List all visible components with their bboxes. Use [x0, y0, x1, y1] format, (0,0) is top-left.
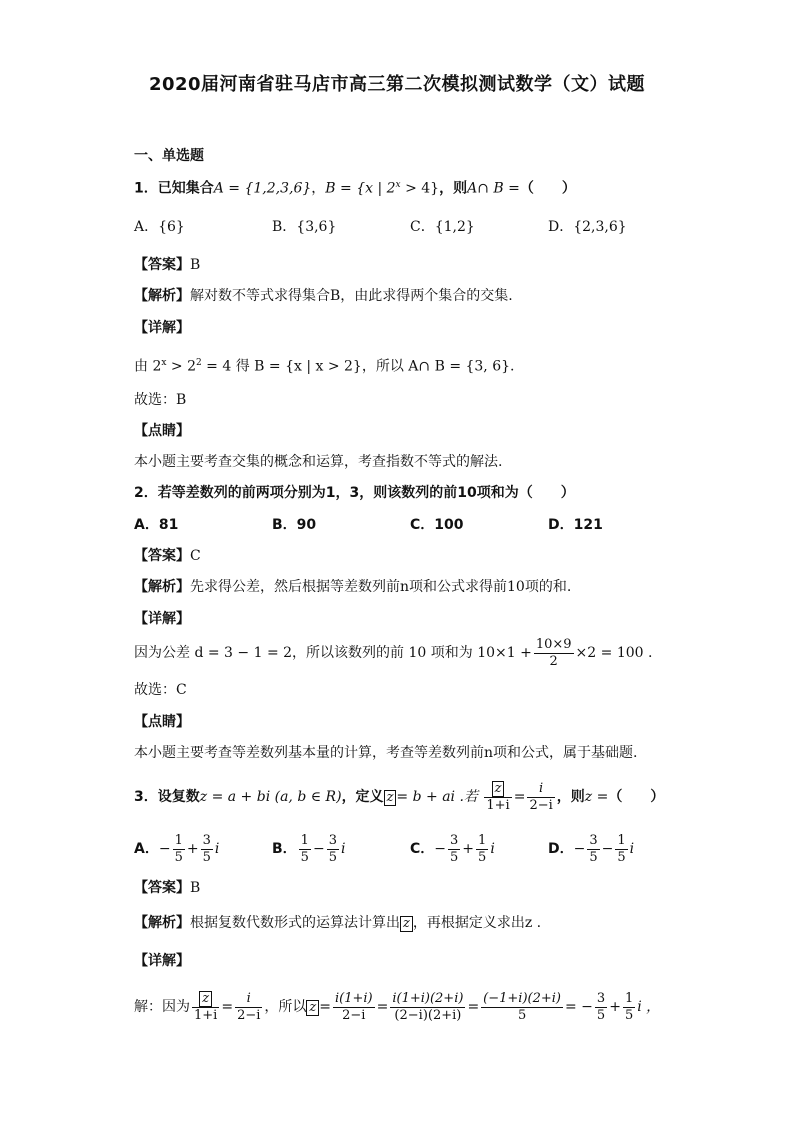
q3-opt-c-n1: 3 — [450, 832, 459, 848]
q3-opt-c-frac2 — [476, 833, 488, 866]
q3-d-frac7 — [623, 991, 635, 1024]
q3-f1-num: z — [492, 781, 505, 797]
q2-option-b: B．90 — [272, 517, 317, 533]
q3-opt-c-d1: 5 — [450, 849, 459, 865]
q3-option-c — [410, 832, 495, 866]
analysis-label: 【解析】 — [134, 579, 190, 595]
q3-opt-c-sign: − — [434, 841, 447, 857]
q2-detail-b: ×2 = 100 . — [575, 645, 653, 661]
q1-detail-b: > 2 — [166, 358, 196, 375]
q3-d-frac4 — [390, 991, 465, 1024]
q3-opt-b-d2: 5 — [328, 849, 337, 865]
q3-d-f2-den: 2−i — [237, 1007, 261, 1023]
q3-opt-d-frac2 — [615, 833, 627, 866]
q1-option-c: C．{1,2} — [410, 219, 475, 235]
q3-d-end: i ， — [637, 999, 661, 1015]
q3-d-f7-den: 5 — [624, 1007, 634, 1023]
q3-stem-b: ，定义 — [341, 789, 384, 805]
q1-analysis — [134, 286, 513, 306]
q3-opt-a-frac1 — [173, 833, 185, 866]
q1-expr: A∩ B = — [467, 180, 520, 197]
q3-d-f2-num: i — [235, 991, 262, 1008]
q3-frac-1 — [484, 781, 511, 814]
q1-set-b-sup: x — [395, 180, 401, 190]
q3-opt-c-frac1 — [448, 833, 460, 866]
q3-d-frac6 — [595, 991, 607, 1024]
q1-detail-sup1: x — [161, 358, 167, 368]
q3-analysis-box: z — [400, 916, 413, 932]
q3-d-box: z — [306, 1000, 319, 1016]
q1-comment-label: 【点睛】 — [134, 423, 190, 439]
q3-opt-a-letter: A． — [134, 841, 159, 857]
q3-opt-c-d2: 5 — [478, 849, 487, 865]
q1-set-a: A = {1,2,3,6} — [213, 180, 312, 197]
q3-paren: （ ） — [608, 789, 665, 805]
q1-answer-value: B — [190, 257, 201, 273]
q2-frac-den: 2 — [549, 653, 558, 669]
q3-z-eq: z = — [584, 789, 609, 805]
q3-d-frac2 — [235, 991, 262, 1024]
q2-option-a: A．81 — [134, 517, 179, 533]
q3-opt-b-op: − — [312, 841, 325, 857]
q3-opt-b-frac2 — [327, 833, 339, 866]
q3-opt-b-letter: B． — [272, 841, 297, 857]
q3-stem-a: 3．设复数 — [134, 789, 200, 805]
q3-d-plus: + — [609, 999, 621, 1015]
q3-d-mid: ，所以 — [264, 999, 307, 1015]
q3-opt-d-n2: 1 — [617, 832, 626, 848]
q1-stem-a: 1．已知集合 — [134, 180, 214, 197]
q3-d-f3-num: i(1+i) — [334, 990, 373, 1006]
q3-opt-c-letter: C． — [410, 841, 435, 857]
question-3-stem — [134, 780, 664, 814]
q2-answer — [134, 546, 201, 566]
q1-comment: 本小题主要考查交集的概念和运算，考查指数不等式的解法. — [134, 454, 503, 470]
q3-opt-d-frac1 — [587, 833, 599, 866]
q2-analysis-text: 先求得公差，然后根据等差数列前n项和公式求得前10项的和. — [190, 579, 572, 595]
q1-detail-sup2: 2 — [195, 358, 202, 368]
q2-analysis — [134, 577, 571, 597]
q3-d-f1-num: z — [199, 991, 212, 1007]
q3-d-eq4: = — [467, 999, 480, 1015]
q1-sep: ， — [311, 180, 326, 197]
q3-d-eq5: = − — [565, 999, 593, 1015]
q3-f2-num: i — [527, 781, 554, 798]
q3-opt-a-frac2 — [201, 833, 213, 866]
q3-opt-c-op: + — [462, 841, 475, 857]
q3-analysis-b: ，再根据定义求出z . — [412, 915, 542, 931]
analysis-label: 【解析】 — [134, 288, 190, 304]
q3-d-eq3: = — [376, 999, 389, 1015]
q3-opt-b-n1: 1 — [300, 832, 309, 848]
q3-d-f4-num: i(1+i)(2+i) — [392, 990, 464, 1006]
q3-eq: = — [513, 789, 526, 805]
q3-frac-2 — [527, 781, 554, 814]
q3-opt-b-i: i — [340, 841, 346, 857]
q1-detail — [134, 353, 514, 377]
q2-comment: 本小题主要考查等差数列基本量的计算，考查等差数列前n项和公式，属于基础题. — [134, 745, 638, 761]
q3-opt-d-d2: 5 — [617, 849, 626, 865]
q3-d-f5-den: 5 — [517, 1007, 527, 1023]
q3-opt-d-i: i — [629, 841, 635, 857]
q1-option-d: D．{2,3,6} — [548, 219, 627, 235]
q2-detail-a: 因为公差 d = 3 − 1 = 2，所以该数列的前 10 项和为 10×1 + — [134, 645, 532, 661]
q3-analysis-a: 根据复数代数形式的运算法计算出 — [190, 915, 400, 931]
q3-opt-a-i: i — [214, 841, 220, 857]
q3-f2-den: 2−i — [529, 797, 553, 813]
q1-detail-a: 由 2 — [134, 358, 162, 375]
q3-answer — [134, 878, 200, 898]
q1-set-b: B = {x | 2 — [325, 180, 396, 197]
q1-set-b-end: > 4} — [400, 180, 440, 197]
q3-opt-a-op: + — [186, 841, 199, 857]
q1-paren: （ ） — [519, 180, 576, 197]
q3-opt-d-letter: D． — [548, 841, 574, 857]
section-heading: 一、单选题 — [134, 148, 204, 164]
q2-comment-label: 【点睛】 — [134, 714, 190, 730]
q1-detail-c: = 4 得 B = {x | x > 2}，所以 A∩ B = {3, 6}. — [201, 358, 515, 375]
q1-choose: 故选：B — [134, 392, 187, 408]
q3-opt-b-d1: 5 — [300, 849, 309, 865]
q3-f1-den: 1+i — [486, 797, 510, 813]
q3-opt-d-op: − — [601, 841, 614, 857]
q3-d-f1-den: 1+i — [194, 1007, 218, 1023]
q1-detail-label: 【详解】 — [134, 320, 190, 336]
question-2-stem: 2．若等差数列的前两项分别为1，3，则该数列的前10项和为（ ） — [134, 485, 575, 501]
q3-d-frac3 — [333, 991, 375, 1024]
q3-detail-label: 【详解】 — [134, 953, 190, 969]
q2-option-c: C．100 — [410, 517, 464, 533]
page-title: 2020届河南省驻马店市高三第二次模拟测试数学（文）试题 — [148, 74, 646, 95]
q3-option-a — [134, 832, 219, 866]
answer-label: 【答案】 — [134, 257, 190, 273]
q3-d-f3-den: 2−i — [342, 1007, 366, 1023]
q3-d-f6-den: 5 — [596, 1007, 606, 1023]
q1-answer — [134, 255, 200, 275]
analysis-label: 【解析】 — [134, 915, 190, 931]
q3-opt-a-d1: 5 — [174, 849, 183, 865]
q3-opt-a-n2: 3 — [202, 832, 211, 848]
q3-d-f6-num: 3 — [596, 990, 606, 1006]
q1-option-b: B．{3,6} — [272, 219, 337, 235]
q1-stem-b: ，则 — [439, 180, 468, 197]
q2-detail-label: 【详解】 — [134, 611, 190, 627]
q3-option-b — [272, 832, 345, 866]
q1-option-a: A．{6} — [134, 219, 185, 235]
q2-answer-value: C — [190, 548, 201, 564]
q3-detail-prefix: 解：因为 — [134, 999, 190, 1015]
q3-option-d — [548, 832, 634, 866]
q3-opt-a-d2: 5 — [202, 849, 211, 865]
q3-opt-a-n1: 1 — [174, 832, 183, 848]
q3-opt-b-frac1 — [299, 833, 311, 866]
q3-opt-c-i: i — [490, 841, 495, 857]
q3-z-def: z = a + bi (a, b ∈ R) — [199, 789, 342, 805]
q3-answer-value: B — [190, 880, 201, 896]
q3-box-z: z — [384, 790, 397, 806]
q3-opt-d-n1: 3 — [589, 832, 598, 848]
answer-label: 【答案】 — [134, 880, 190, 896]
q3-detail — [134, 988, 660, 1026]
q1-analysis-text: 解对数不等式求得集合B，由此求得两个集合的交集. — [190, 288, 513, 304]
q2-option-d: D．121 — [548, 517, 603, 533]
q2-fraction — [534, 637, 574, 670]
q3-d-frac5 — [481, 991, 563, 1024]
q3-d-frac1 — [192, 991, 219, 1024]
q3-d-eq1: = — [221, 999, 234, 1015]
q2-choose: 故选：C — [134, 682, 187, 698]
q3-opt-d-sign: − — [573, 841, 586, 857]
answer-label: 【答案】 — [134, 548, 190, 564]
q3-opt-c-n2: 1 — [478, 832, 487, 848]
q3-d-f7-num: 1 — [624, 990, 634, 1006]
q3-analysis — [134, 913, 541, 933]
q2-frac-num: 10×9 — [535, 636, 572, 652]
q3-d-f5-num: (−1+i)(2+i) — [483, 990, 561, 1006]
q3-opt-d-d1: 5 — [589, 849, 598, 865]
q3-d-eq2: = — [319, 999, 331, 1015]
q3-opt-b-n2: 3 — [328, 832, 337, 848]
q3-opt-a-sign: − — [158, 841, 171, 857]
question-1-stem — [134, 175, 576, 199]
q3-stem-c: ，则 — [556, 789, 585, 805]
q2-detail — [134, 636, 652, 670]
q3-d-f4-den: (2−i)(2+i) — [394, 1007, 462, 1023]
q3-def-eq: = b + ai .若 — [396, 789, 478, 805]
